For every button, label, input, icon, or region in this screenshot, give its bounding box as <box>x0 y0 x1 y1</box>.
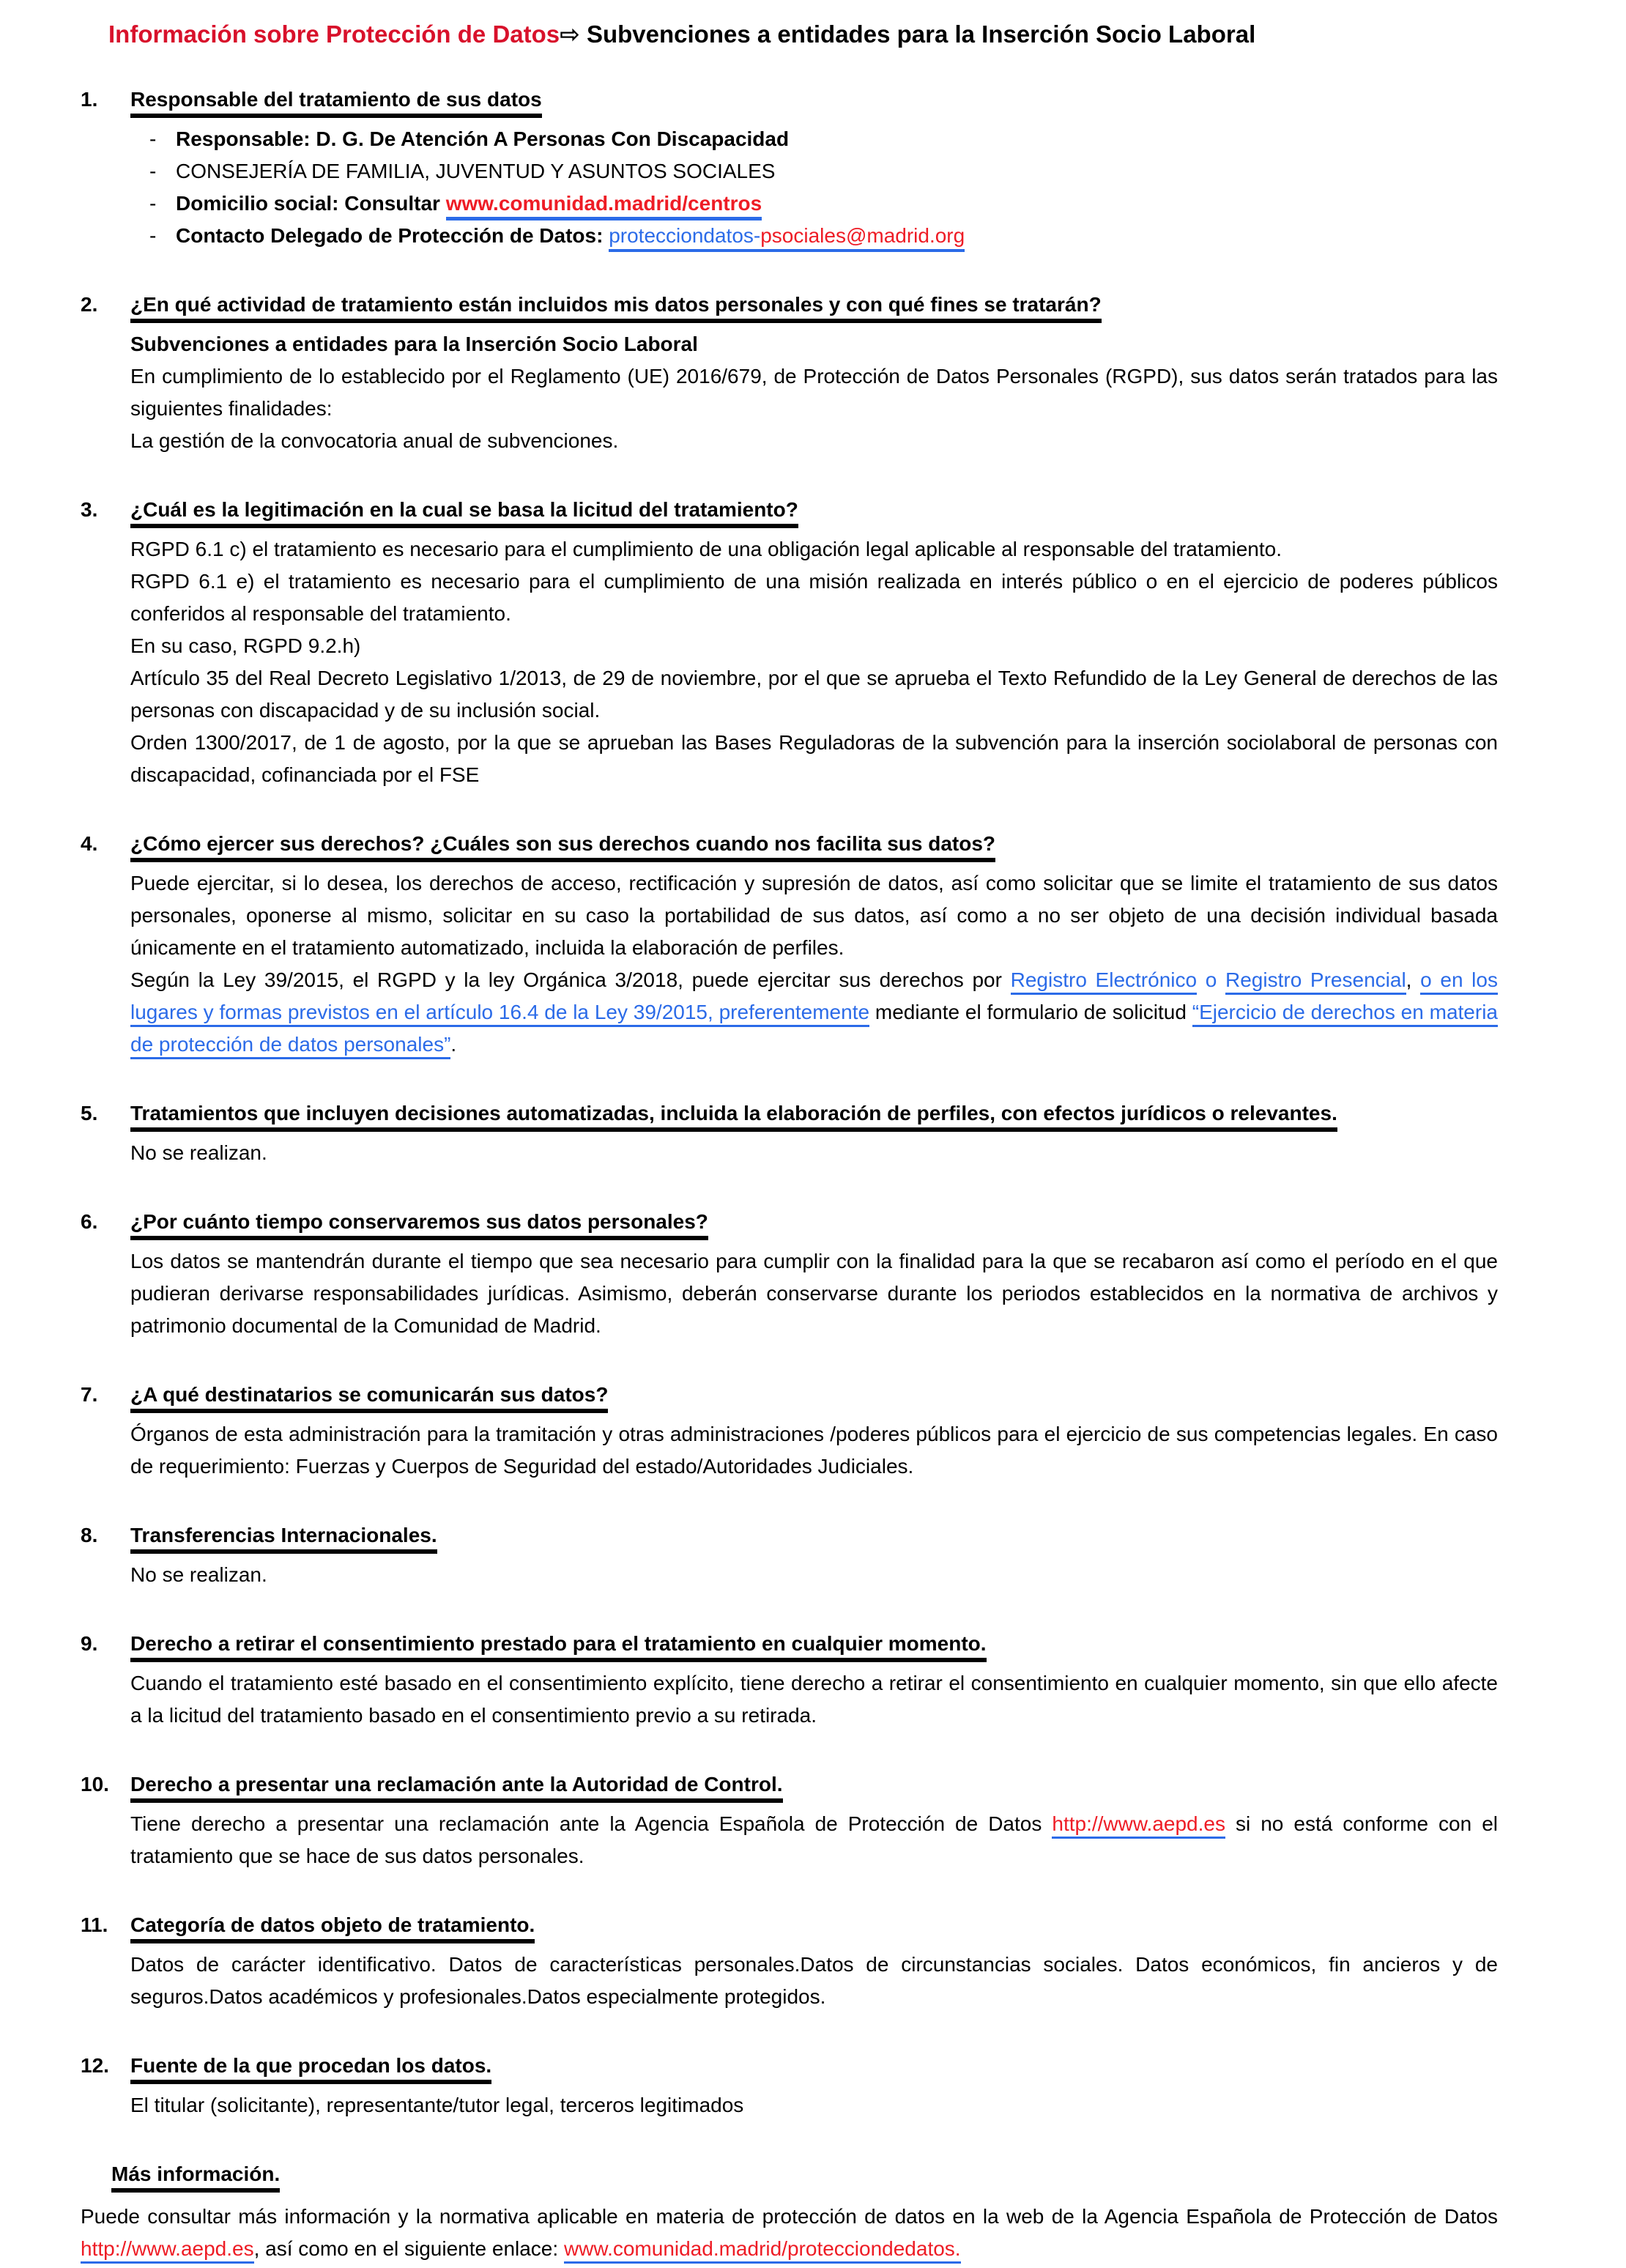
section-heading <box>130 1097 1498 1130</box>
link-registro-presencial[interactable]: Registro Presencial <box>1225 968 1406 995</box>
section-heading <box>130 1206 1498 1238</box>
text-segment: si no está conforme con el tratamiento que se hace de sus datos personales. <box>130 1812 1498 1867</box>
text-segment: Puede consultar más información y la normativa aplicable en materia de protección de datos en la web de la Agencia Española de Protección de Datos <box>81 2205 1498 2228</box>
link-formulario-ejercicio-derechos[interactable]: “Ejercicio de derechos en materia de protección de datos personales” <box>130 1001 1498 1059</box>
dash-bullet: - <box>149 160 157 182</box>
section-heading <box>130 1768 1498 1801</box>
legitimacion-paragraph: Orden 1300/2017, de 1 de agosto, por la que se aprueban las Bases Reguladoras de la subvención para la inserción sociolaboral de personas con discapacidad, cofinanciada por el FSE <box>130 731 1498 786</box>
activity-subtitle: Subvenciones a entidades para la Inserción Socio Laboral <box>130 333 698 355</box>
section-number: 8. <box>81 1524 98 1546</box>
section-heading-text: Responsable del tratamiento de sus datos <box>130 88 542 118</box>
link-articulo-16-4-ley-39-2015[interactable]: o en los lugares y formas previstos en el artículo 16.4 de la Ley 39/2015, preferentemente <box>130 968 1498 1027</box>
section-heading-text: ¿A qué destinatarios se comunicarán sus datos? <box>130 1383 608 1413</box>
section-conservacion-datos <box>81 1206 1498 1342</box>
reclamacion-paragraph <box>130 1808 1498 1872</box>
text-segment: mediante el formulario de solicitud <box>869 1001 1192 1023</box>
list-item <box>130 188 1498 220</box>
section-heading <box>130 494 1498 526</box>
link-aepd[interactable]: http://www.aepd.es <box>81 2237 254 2264</box>
legitimacion-paragraph: Artículo 35 del Real Decreto Legislativo 1/2013, de 29 de noviembre, por el que se aprueba el Texto Refundido de la Ley General de derechos de las personas con discapacidad y de su inclusión social. <box>130 667 1498 722</box>
link-comunidad-madrid-centros[interactable]: www.comunidad.madrid/centros <box>446 192 762 220</box>
section-retirar-consentimiento <box>81 1628 1498 1732</box>
page-title-black: Subvenciones a entidades para la Inserción Socio Laboral <box>586 21 1256 48</box>
text-segment: , <box>1406 968 1421 991</box>
decisiones-paragraph: No se realizan. <box>130 1141 267 1164</box>
section-heading <box>130 828 1498 860</box>
legitimacion-paragraph: RGPD 6.1 e) el tratamiento es necesario para el cumplimiento de una misión realizada en interés público o en el ejercicio de poderes públicos conferidos al responsable del tratamiento. <box>130 570 1498 625</box>
section-heading <box>130 2050 1498 2082</box>
link-registro-electronico[interactable]: Registro Electrónico <box>1011 968 1197 995</box>
categoria-paragraph: Datos de carácter identificativo. Datos de características personales.Datos de circunstancias sociales. Datos económicos, fin ancieros y de seguros.Datos académicos y profesionales.Datos especialmente protegidos. <box>130 1953 1498 2008</box>
activity-finality: La gestión de la convocatoria anual de subvenciones. <box>130 429 619 452</box>
arrow-right-icon: ⇨ <box>560 21 580 48</box>
list-item <box>130 155 1498 188</box>
conservacion-paragraph: Los datos se mantendrán durante el tiempo que sea necesario para cumplir con la finalidad para la que se recabaron así como el período en el que pudieran derivarse responsabilidades jurídicas. Asimismo, deberán conservarse durante los periodos establecidos en la normativa de archivos y patrimonio documental de la Comunidad de Madrid. <box>130 1250 1498 1337</box>
section-heading-text: Fuente de la que procedan los datos. <box>130 2054 491 2084</box>
section-responsable <box>81 84 1498 252</box>
section-number: 7. <box>81 1383 98 1406</box>
text-segment: Según la Ley 39/2015, el RGPD y la ley Orgánica 3/2018, puede ejercitar sus derechos por <box>130 968 1011 991</box>
section-number: 12. <box>81 2054 109 2077</box>
section-transferencias-internacionales <box>81 1519 1498 1591</box>
section-destinatarios <box>81 1379 1498 1483</box>
text-segment: Tiene derecho a presentar una reclamación ante la Agencia Española de Protección de Datos <box>130 1812 1053 1835</box>
section-number: 3. <box>81 498 98 521</box>
email-part-red: psociales@madrid.org <box>760 224 965 247</box>
section-heading-text: ¿Cuál es la legitimación en la cual se basa la licitud del tratamiento? <box>130 498 798 528</box>
section-heading <box>130 84 1498 116</box>
section-number: 10. <box>81 1773 109 1796</box>
derechos-paragraph: Puede ejercitar, si lo desea, los derechos de acceso, rectificación y supresión de datos, así como solicitar que se limite el tratamiento de sus datos personales, oponerse al mismo, solicitar en su caso la portabilidad de sus datos, así como a no ser objeto de una decisión individual basada únicamente en el tratamiento automatizado, incluida la elaboración de perfiles. <box>130 872 1498 959</box>
more-info-heading-text: Más información. <box>111 2163 280 2193</box>
section-heading <box>130 1519 1498 1552</box>
consejeria-value: CONSEJERÍA DE FAMILIA, JUVENTUD Y ASUNTOS SOCIALES <box>176 160 776 182</box>
more-info-paragraph <box>81 2201 1498 2265</box>
list-item <box>130 123 1498 155</box>
link-aepd[interactable]: http://www.aepd.es <box>1052 1812 1225 1839</box>
section-number: 2. <box>81 293 98 316</box>
link-comunidad-madrid-protecciondedatos[interactable]: www.comunidad.madrid/protecciondedatos. <box>564 2237 961 2264</box>
section-fuente-datos <box>81 2050 1498 2121</box>
section-mas-informacion <box>81 2158 1498 2265</box>
section-categoria-datos <box>81 1909 1498 2013</box>
section-heading <box>130 1909 1498 1941</box>
section-heading-text: Transferencias Internacionales. <box>130 1524 437 1554</box>
domicilio-label: Domicilio social: Consultar <box>176 192 440 215</box>
dash-bullet: - <box>149 127 157 150</box>
section-heading-text: Derecho a retirar el consentimiento prestado para el tratamiento en cualquier momento. <box>130 1632 987 1662</box>
text-segment: , así como en el siguiente enlace: <box>253 2237 564 2260</box>
section-number: 4. <box>81 832 98 855</box>
text-segment: . <box>450 1033 457 1056</box>
section-number: 11. <box>81 1913 108 1936</box>
fuente-paragraph: El titular (solicitante), representante/tutor legal, terceros legitimados <box>130 2094 744 2116</box>
section-reclamacion-autoridad <box>81 1768 1498 1872</box>
legitimacion-paragraph: RGPD 6.1 c) el tratamiento es necesario para el cumplimiento de una obligación legal aplicable al responsable del tratamiento. <box>130 538 1282 560</box>
activity-intro: En cumplimiento de lo establecido por el Reglamento (UE) 2016/679, de Protección de Datos Personales (RGPD), sus datos serán tratados para las siguientes finalidades: <box>130 365 1498 420</box>
section-heading-text: Categoría de datos objeto de tratamiento. <box>130 1913 535 1943</box>
section-heading-text: ¿Por cuánto tiempo conservaremos sus datos personales? <box>130 1210 708 1240</box>
section-number: 5. <box>81 1102 98 1124</box>
text-segment-blue: o <box>1197 968 1225 991</box>
section-heading <box>130 1628 1498 1660</box>
section-ejercer-derechos <box>81 828 1498 1061</box>
section-number: 1. <box>81 88 98 111</box>
page-title-red: Información sobre Protección de Datos <box>108 21 560 48</box>
section-legitimacion <box>81 494 1498 791</box>
transferencias-paragraph: No se realizan. <box>130 1563 267 1586</box>
section-heading <box>130 289 1498 321</box>
section-heading-text: ¿Cómo ejercer sus derechos? ¿Cuáles son sus derechos cuando nos facilita sus datos? <box>130 832 995 862</box>
consentimiento-paragraph: Cuando el tratamiento esté basado en el consentimiento explícito, tiene derecho a retirar el consentimiento en cualquier momento, sin que ello afecte a la licitud del tratamiento basado en el consentimiento previo a su retirada. <box>130 1672 1498 1727</box>
derechos-legal-paragraph <box>130 964 1498 1061</box>
section-number: 6. <box>81 1210 98 1233</box>
section-number: 9. <box>81 1632 98 1655</box>
responsable-value: Responsable: D. G. De Atención A Personas Con Discapacidad <box>176 127 790 150</box>
link-protecciondatos-email[interactable] <box>609 224 965 252</box>
more-info-heading <box>111 2158 1498 2190</box>
destinatarios-paragraph: Órganos de esta administración para la tramitación y otras administraciones /poderes públicos para el ejercicio de sus competencias legales. En caso de requerimiento: Fuerzas y Cuerpos de Seguridad del estado/Autoridades Judiciales. <box>130 1423 1498 1478</box>
legitimacion-paragraph: En su caso, RGPD 9.2.h) <box>130 634 361 657</box>
section-heading-text: Tratamientos que incluyen decisiones automatizadas, incluida la elaboración de perfiles, con efectos jurídicos o relevantes. <box>130 1102 1337 1132</box>
section-heading-text: Derecho a presentar una reclamación ante la Autoridad de Control. <box>130 1773 783 1803</box>
section-heading <box>130 1379 1498 1411</box>
responsable-list <box>130 123 1498 252</box>
dash-bullet: - <box>149 224 157 247</box>
dash-bullet: - <box>149 192 157 215</box>
email-part-blue: protecciondatos- <box>609 224 761 247</box>
section-decisiones-automatizadas <box>81 1097 1498 1169</box>
section-heading-text: ¿En qué actividad de tratamiento están incluidos mis datos personales y con qué fines se tratarán? <box>130 293 1102 323</box>
contacto-label: Contacto Delegado de Protección de Datos: <box>176 224 604 247</box>
section-actividad-tratamiento <box>81 289 1498 457</box>
page-title <box>108 19 1498 50</box>
list-item <box>130 220 1498 252</box>
